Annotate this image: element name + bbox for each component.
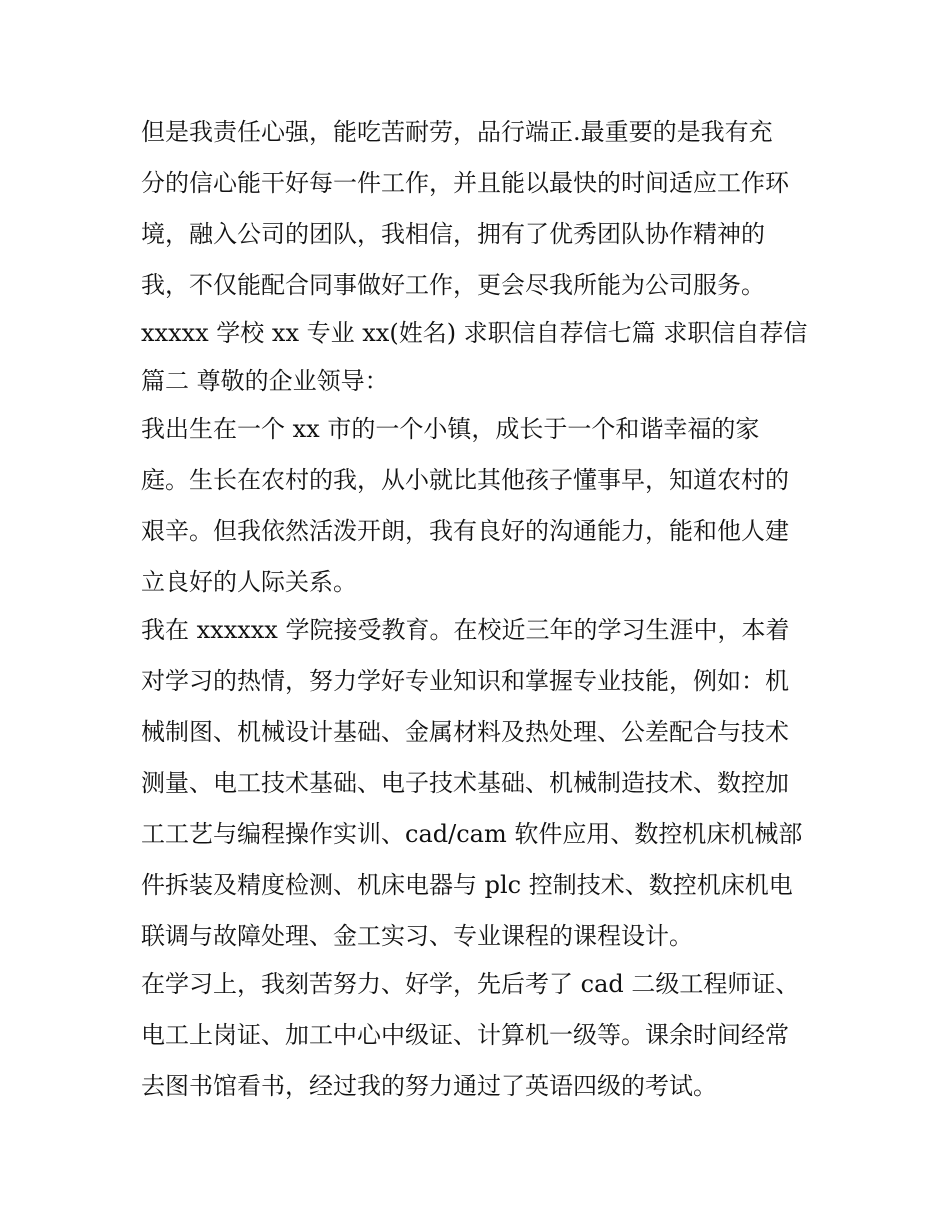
text-line: 测量、电工技术基础、电子技术基础、机械制造技术、数控加 xyxy=(141,769,789,797)
text-line: 电工上岗证、加工中心中级证、计算机一级等。课余时间经常 xyxy=(141,1021,789,1049)
text-line: 篇二 尊敬的企业领导： xyxy=(141,367,389,395)
text-line: 我出生在一个 xx 市的一个小镇，成长于一个和谐幸福的家 xyxy=(141,415,760,443)
text-line: 境，融入公司的团队，我相信，拥有了优秀团队协作精神的 xyxy=(141,220,765,248)
text-line: 但是我责任心强，能吃苦耐劳，品行端正.最重要的是我有充 xyxy=(141,118,773,146)
text-line: 联调与故障处理、金工实习、专业课程的课程设计。 xyxy=(141,922,693,950)
text-line: 工工艺与编程操作实训、cad/cam 软件应用、数控机床机械部 xyxy=(141,820,803,848)
text-line: 械制图、机械设计基础、金属材料及热处理、公差配合与技术 xyxy=(141,718,789,746)
document-body xyxy=(141,110,821,1115)
text-line: xxxxx 学校 xx 专业 xx(姓名) 求职信自荐信七篇 求职信自荐信 xyxy=(141,319,808,347)
text-line: 对学习的热情，努力学好专业知识和掌握专业技能，例如：机 xyxy=(141,667,789,695)
text-line: 分的信心能干好每一件工作，并且能以最快的时间适应工作环 xyxy=(141,169,789,197)
text-line: 件拆装及精度检测、机床电器与 plc 控制技术、数控机床机电 xyxy=(141,871,793,899)
text-line: 立良好的人际关系。 xyxy=(141,568,357,596)
text-line: 艰辛。但我依然活泼开朗，我有良好的沟通能力，能和他人建 xyxy=(141,517,789,545)
text-line: 庭。生长在农村的我，从小就比其他孩子懂事早，知道农村的 xyxy=(141,466,789,494)
text-line: 在学习上，我刻苦努力、好学，先后考了 cad 二级工程师证、 xyxy=(141,970,800,998)
text-line: 我在 xxxxxx 学院接受教育。在校近三年的学习生涯中，本着 xyxy=(141,616,790,644)
text-line: 我，不仅能配合同事做好工作，更会尽我所能为公司服务。 xyxy=(141,271,765,299)
text-line: 去图书馆看书，经过我的努力通过了英语四级的考试。 xyxy=(141,1072,717,1100)
